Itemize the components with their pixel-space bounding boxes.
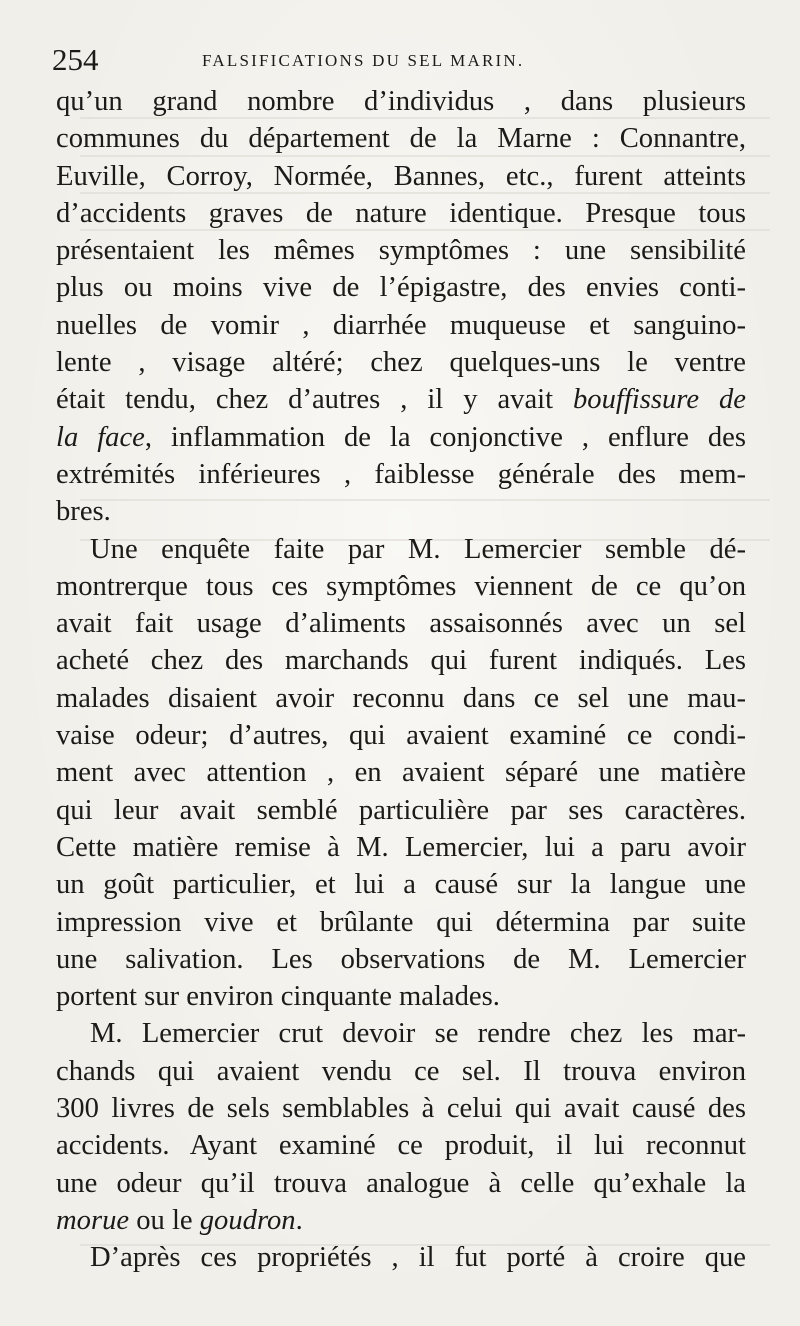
text-line: malades disaient avoir reconnu dans ce sel une mau- bbox=[56, 682, 746, 714]
page-number: 254 bbox=[52, 42, 99, 77]
italic-word: goudron bbox=[199, 1204, 296, 1236]
text-line: présentaient les mêmes symptômes : une sensibilité bbox=[56, 235, 746, 267]
text-line: Euville, Corroy, Normée, Bannes, etc., furent atteints bbox=[56, 160, 746, 192]
text-line: acheté chez des marchands qui furent indiqués. Les bbox=[56, 645, 746, 677]
text-line: qui leur avait semblé particulière par ses caractères. bbox=[56, 794, 746, 826]
paragraph-end-line: portent sur environ cinquante malades. bbox=[56, 981, 500, 1013]
paragraph-start-line: D’après ces propriétés , il fut porté à croire que bbox=[90, 1242, 746, 1274]
italic-word: morue bbox=[56, 1204, 130, 1236]
text-line: ment avec attention , en avaient séparé une matière bbox=[56, 757, 746, 789]
text-line: lente , visage altéré; chez quelques-uns le ventre bbox=[56, 347, 746, 379]
text-line: 300 livres de sels semblables à celui qui avait causé des bbox=[56, 1093, 746, 1125]
text-line: une salivation. Les observations de M. Lemercier bbox=[56, 943, 746, 975]
text-line: montrerque tous ces symptômes viennent de ce qu’on bbox=[56, 570, 746, 602]
text-line: plus ou moins vive de l’épigastre, des envies conti- bbox=[56, 272, 746, 304]
text-line: était tendu, chez d’autres , il y avait bouffissure de bbox=[56, 384, 746, 416]
text-line: extrémités inférieures , faiblesse générale des mem- bbox=[56, 458, 746, 490]
text-line: communes du département de la Marne : Connantre, bbox=[56, 123, 746, 155]
text-line: la face, inflammation de la conjonctive , enflure des bbox=[56, 421, 746, 453]
text-line: chands qui avaient vendu ce sel. Il trouva environ bbox=[56, 1055, 746, 1087]
text-line: avait fait usage d’aliments assaisonnés avec un sel bbox=[56, 608, 746, 640]
text-line: vaise odeur; d’autres, qui avaient examiné ce condi- bbox=[56, 720, 746, 752]
page-header bbox=[52, 40, 752, 84]
text-line: Cette matière remise à M. Lemercier, lui a paru avoir bbox=[56, 831, 746, 863]
paragraph-end-line: bres. bbox=[56, 496, 111, 528]
paragraph-start-line: M. Lemercier crut devoir se rendre chez les mar- bbox=[90, 1018, 746, 1050]
italic-phrase: la face bbox=[56, 421, 145, 453]
text-line: une odeur qu’il trouva analogue à celle qu’exhale la bbox=[56, 1167, 746, 1199]
paragraph-start-line: Une enquête faite par M. Lemercier semble dé- bbox=[90, 533, 746, 565]
text-line: qu’un grand nombre d’individus , dans plusieurs bbox=[56, 86, 746, 117]
text-line: nuelles de vomir , diarrhée muqueuse et sanguino- bbox=[56, 309, 746, 341]
paragraph-end-line: morue ou le goudron. bbox=[56, 1204, 303, 1236]
text-line: impression vive et brûlante qui détermina par suite bbox=[56, 906, 746, 938]
text-line: accidents. Ayant examiné ce produit, il lui reconnut bbox=[56, 1130, 746, 1162]
italic-phrase: bouffissure de bbox=[573, 384, 746, 416]
text-line: un goût particulier, et lui a causé sur la langue une bbox=[56, 869, 746, 901]
body-text bbox=[56, 83, 746, 1277]
running-title: FALSIFICATIONS DU SEL MARIN. bbox=[202, 51, 525, 70]
text-line: d’accidents graves de nature identique. Presque tous bbox=[56, 197, 746, 229]
